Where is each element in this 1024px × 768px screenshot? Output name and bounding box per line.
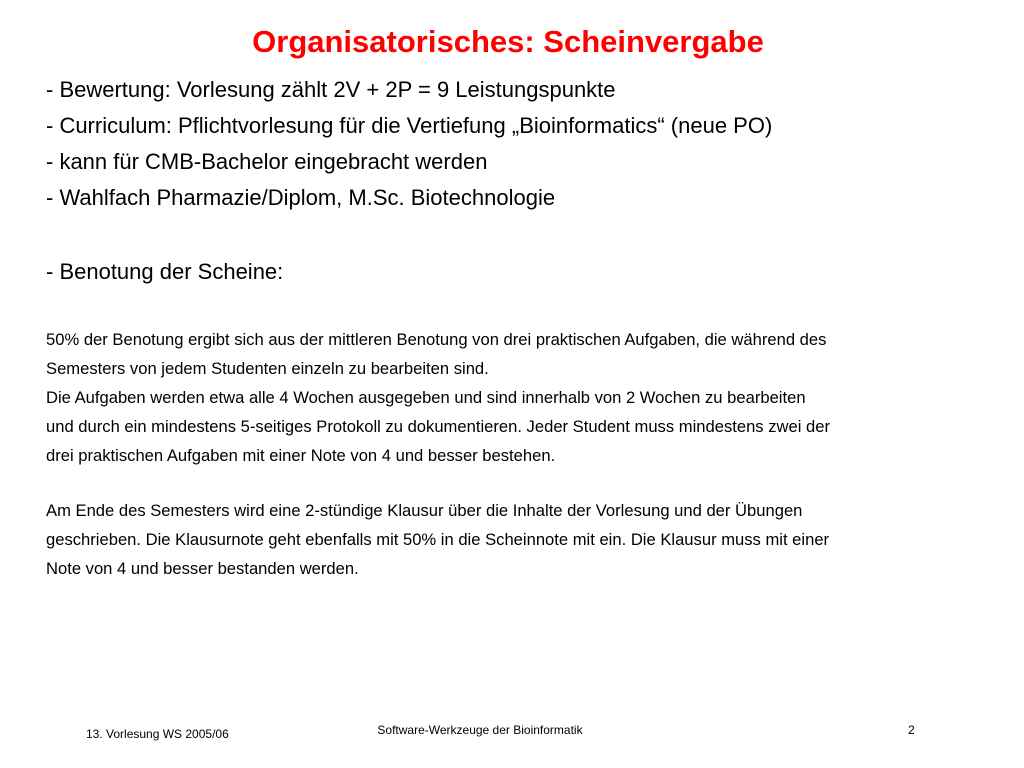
paragraph-line: und durch ein mindestens 5-seitiges Protokoll zu dokumentieren. Jeder Student muss mindestens zwei der: [46, 417, 831, 436]
paragraph-line: Am Ende des Semesters wird eine 2-stündige Klausur über die Inhalte der Vorlesung und der Übungen: [46, 501, 803, 520]
grading-paragraph-2: [46, 496, 1006, 583]
paragraph-line: 50% der Benotung ergibt sich aus der mittleren Benotung von drei praktischen Aufgaben, die während des: [46, 330, 827, 349]
bullet-item: - Wahlfach Pharmazie/Diplom, M.Sc. Biotechnologie: [46, 185, 556, 210]
paragraph-line: drei praktischen Aufgaben mit einer Note von 4 und besser bestehen.: [46, 446, 556, 465]
paragraph-line: Note von 4 und besser bestanden werden.: [46, 559, 359, 578]
slide-title: Organisatorisches: Scheinvergabe: [252, 24, 764, 59]
grading-heading: - Benotung der Scheine:: [46, 259, 284, 284]
footer-course-title: Software-Werkzeuge der Bioinformatik: [377, 723, 583, 737]
bullet-item: - Curriculum: Pflichtvorlesung für die Vertiefung „Bioinformatics“ (neue PO): [46, 113, 773, 138]
grading-paragraph-1: [46, 325, 1006, 470]
bullet-item: - Bewertung: Vorlesung zählt 2V + 2P = 9 Leistungspunkte: [46, 77, 616, 102]
footer-lecture-info: 13. Vorlesung WS 2005/06: [86, 727, 229, 741]
bullet-item: - kann für CMB-Bachelor eingebracht werden: [46, 149, 488, 174]
paragraph-line: geschrieben. Die Klausurnote geht ebenfalls mit 50% in die Scheinnote mit ein. Die Klausur muss mit einer: [46, 530, 830, 549]
paragraph-line: Die Aufgaben werden etwa alle 4 Wochen ausgegeben und sind innerhalb von 2 Wochen zu bearbeiten: [46, 388, 806, 407]
bullet-list: [46, 72, 1006, 216]
footer-page-number: 2: [908, 723, 915, 737]
paragraph-line: Semesters von jedem Studenten einzeln zu bearbeiten sind.: [46, 359, 489, 378]
